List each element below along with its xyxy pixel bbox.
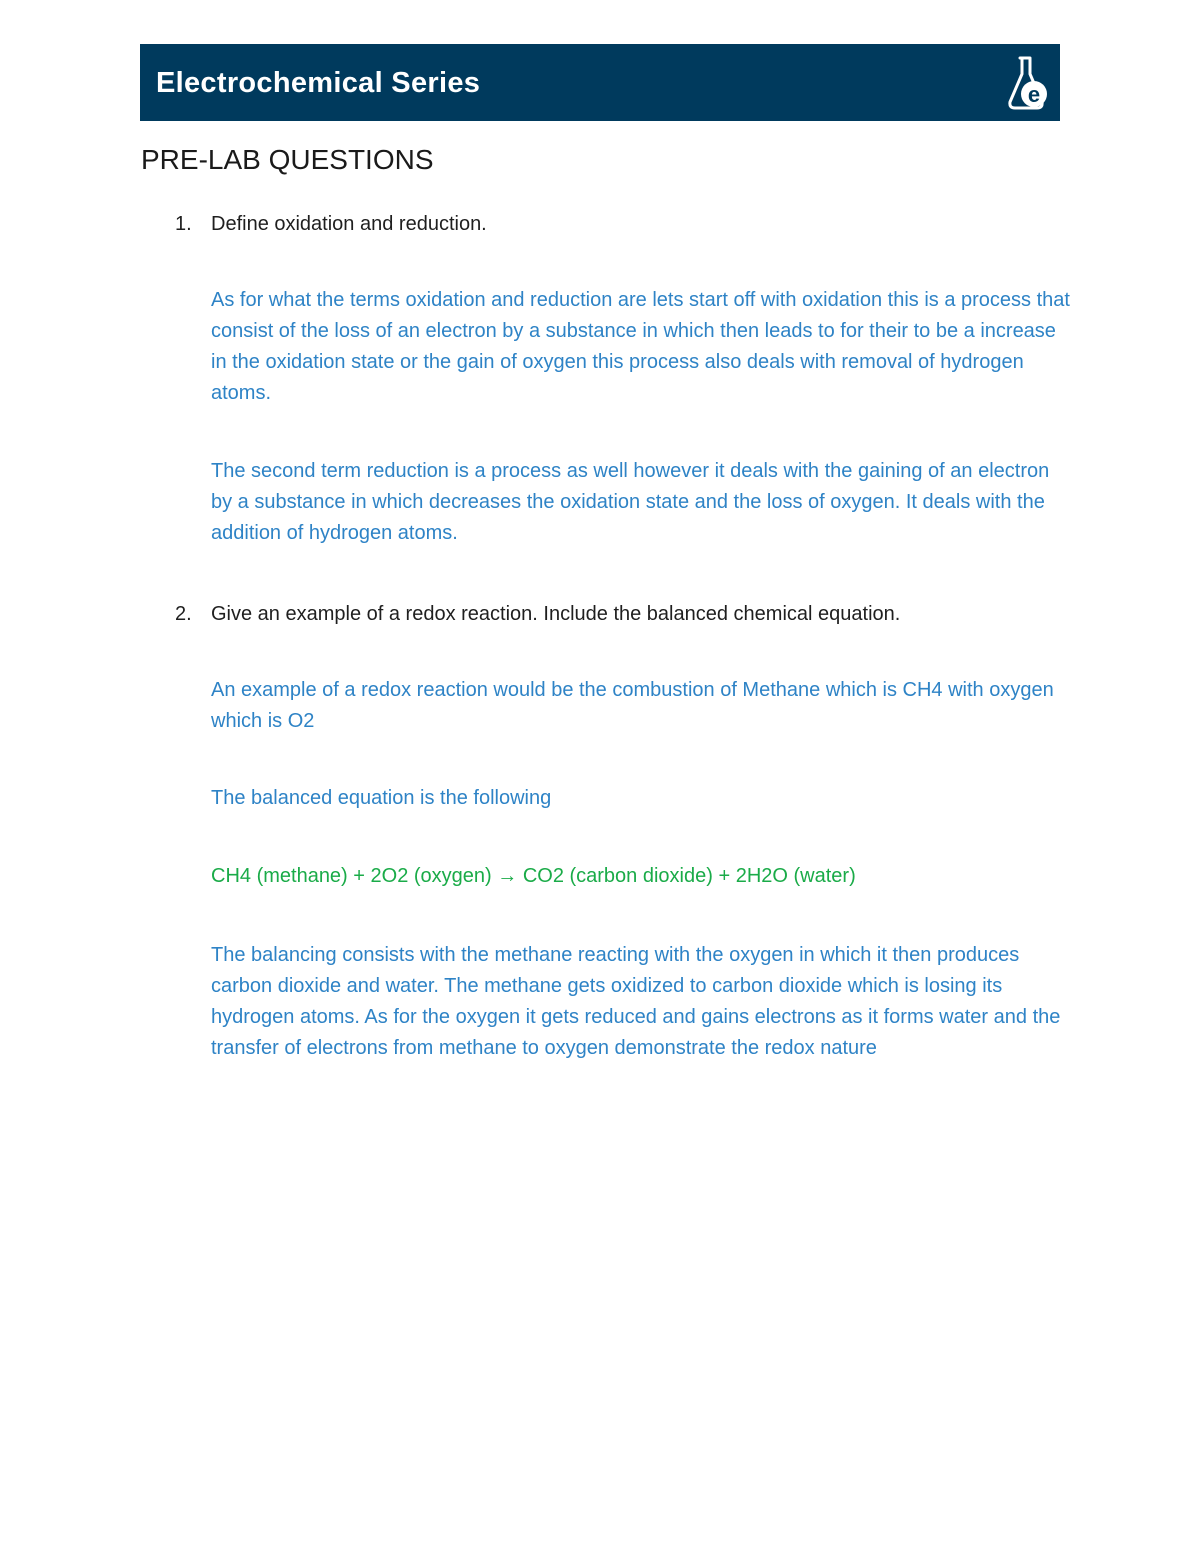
- equation-reactants: CH4 (methane) + 2O2 (oxygen): [211, 865, 492, 887]
- balanced-equation: [211, 861, 1073, 892]
- svg-text:e: e: [1027, 82, 1041, 107]
- answer-paragraph: An example of a redox reaction would be the combustion of Methane which is CH4 with oxygen which is O2: [211, 679, 1054, 732]
- document-title: Electrochemical Series: [156, 67, 481, 99]
- question-1: [175, 212, 487, 236]
- question-text: Define oxidation and reduction.: [211, 213, 487, 235]
- question-number: 1.: [175, 213, 192, 235]
- section-title: PRE-LAB QUESTIONS: [141, 144, 434, 175]
- header-banner: [140, 44, 1060, 121]
- answer-paragraph: As for what the terms oxidation and reduction are lets start off with oxidation this is a process that consist of the loss of an electron by a substance in which then leads to for their to be a increase in the oxidation state or the gain of oxygen this process also deals with removal of hydrogen atoms.: [211, 289, 1070, 404]
- flask-e-logo-icon: [1006, 54, 1050, 112]
- answer-paragraph: The second term reduction is a process as well however it deals with the gaining of an electron by a substance in which decreases the oxidation state and the loss of oxygen. It deals with the addition of hydrogen atoms.: [211, 460, 1050, 544]
- question-text: Give an example of a redox reaction. Include the balanced chemical equation.: [211, 603, 901, 625]
- question-2: [175, 602, 900, 626]
- answer-paragraph: The balancing consists with the methane reacting with the oxygen in which it then produces carbon dioxide and water. The methane gets oxidized to carbon dioxide which is losing its hydrogen atoms. As for the oxygen it gets reduced and gains electrons as it forms water and the transfer of electrons from methane to oxygen demonstrate the redox nature: [211, 944, 1061, 1059]
- equation-products: CO2 (carbon dioxide) + 2H2O (water): [522, 865, 856, 887]
- right-arrow-icon: →: [497, 865, 518, 887]
- answer-paragraph: The balanced equation is the following: [211, 787, 552, 809]
- question-number: 2.: [175, 603, 192, 625]
